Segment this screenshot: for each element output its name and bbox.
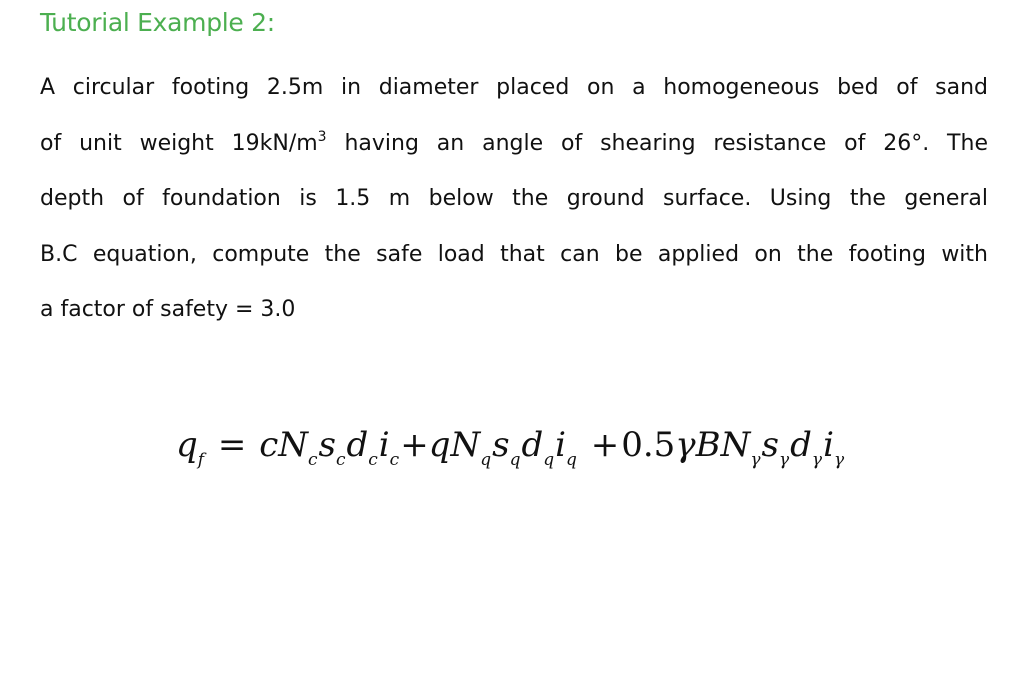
unit-exponent: 3: [317, 128, 327, 145]
eq-symbol: N: [450, 425, 481, 465]
eq-term-3: [675, 425, 845, 470]
problem-line-5: a factor of safety = 3.0: [40, 297, 296, 322]
problem-line-4: B.C equation, compute the safe load that can be applied on the footing with: [40, 241, 988, 267]
eq-symbol: d: [521, 425, 544, 465]
eq-subscript: γ: [778, 450, 790, 470]
eq-symbol: s: [318, 425, 336, 465]
eq-symbol: s: [492, 425, 510, 465]
eq-subscript: c: [389, 450, 400, 470]
problem-line-3: depth of foundation is 1.5 m below the ground surface. Using the general: [40, 186, 988, 211]
eq-symbol: c: [259, 425, 279, 465]
eq-symbol: i: [378, 425, 390, 465]
eq-subscript: q: [480, 450, 492, 470]
eq-symbol: d: [790, 425, 812, 465]
eq-term-1: [259, 425, 400, 470]
eq-symbol: γ: [675, 425, 696, 465]
eq-symbol: d: [346, 425, 369, 465]
eq-subscript: c: [307, 450, 318, 470]
slide-title: Tutorial Example 2:: [40, 8, 275, 37]
eq-equals: =: [217, 425, 247, 465]
eq-term-2: [428, 425, 578, 470]
unit-weight-text-cont: having an angle of shearing resistance of 26°. The: [344, 130, 988, 156]
eq-subscript: c: [335, 450, 346, 470]
eq-symbol: N: [720, 425, 751, 465]
eq-subscript: γ: [811, 450, 823, 470]
eq-subscript: γ: [750, 450, 761, 470]
eq-subscript: c: [368, 450, 378, 470]
problem-line-2: [40, 116, 988, 172]
eq-symbol: B: [695, 425, 721, 465]
eq-subscript: q: [565, 450, 577, 470]
problem-line-1: A circular footing 2.5m in diameter placed on a homogeneous bed of sand: [40, 75, 988, 100]
unit-weight-text: of unit weight 19kN/m: [40, 130, 318, 156]
eq-symbol: s: [761, 425, 779, 465]
eq-symbol: N: [278, 425, 308, 465]
eq-subscript: γ: [833, 450, 845, 470]
eq-coefficient: 0.5: [621, 425, 676, 465]
eq-plus-2: +: [590, 425, 620, 465]
eq-lhs-sub: f: [197, 450, 205, 470]
eq-lhs: q: [176, 425, 198, 465]
problem-statement: [40, 60, 988, 338]
bearing-capacity-equation: [176, 425, 845, 470]
eq-symbol: q: [428, 425, 451, 465]
eq-subscript: q: [509, 450, 521, 470]
eq-subscript: q: [543, 450, 555, 470]
eq-symbol: i: [823, 425, 834, 465]
eq-plus-1: +: [400, 425, 429, 465]
eq-symbol: i: [555, 425, 566, 465]
